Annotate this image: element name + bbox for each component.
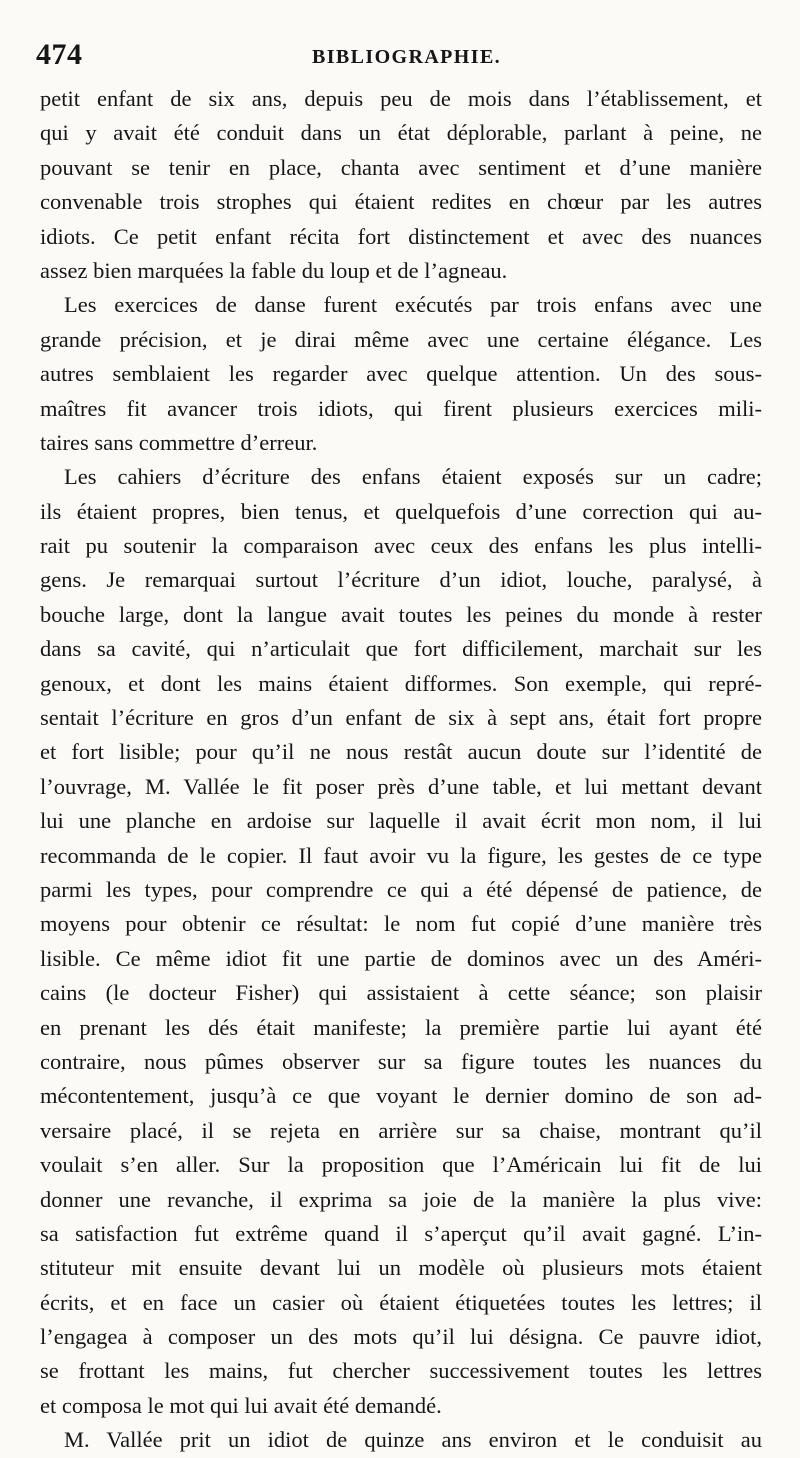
text-line: M. Vallée prit un idiot de quinze ans environ et le conduisit au — [64, 1427, 762, 1453]
text-line: dans sa cavité, qui n’articulait que fort difficilement, marchait sur les — [40, 636, 762, 662]
text-line: lui une planche en ardoise sur laquelle il avait écrit mon nom, il lui — [40, 808, 762, 834]
text-line: lisible. Ce même idiot fit une partie de dominos avec un des Améri- — [40, 945, 762, 971]
text-line: qui y avait été conduit dans un état déplorable, parlant à peine, ne — [40, 120, 762, 146]
text-line: recommanda de le copier. Il faut avoir vu la figure, les gestes de ce type — [40, 842, 762, 868]
text-line: sa satisfaction fut extrême quand il s’aperçut qu’il avait gagné. L’in- — [40, 1220, 762, 1246]
text-line: autres semblaient les regarder avec quelque attention. Un des sous- — [40, 361, 762, 387]
text-line: et fort lisible; pour qu’il ne nous restât aucun doute sur l’identité de — [40, 739, 762, 765]
text-line: maîtres fit avancer trois idiots, qui firent plusieurs exercices mili- — [40, 395, 762, 421]
text-line: versaire placé, il se rejeta en arrière sur sa chaise, montrant qu’il — [40, 1117, 762, 1143]
body-text — [40, 82, 762, 1458]
text-line: ils étaient propres, bien tenus, et quelquefois d’une correction qui au- — [40, 498, 762, 524]
text-line: idiots. Ce petit enfant récita fort distinctement et avec des nuances — [40, 223, 762, 249]
text-line: grande précision, et je dirai même avec une certaine élégance. Les — [40, 326, 762, 352]
text-line: sentait l’écriture en gros d’un enfant de six à sept ans, était fort propre — [40, 705, 762, 731]
text-line: mécontentement, jusqu’à ce que voyant le dernier domino de son ad- — [40, 1083, 762, 1109]
text-line: assez bien marquées la fable du loup et de l’agneau. — [40, 257, 508, 283]
text-line: Les cahiers d’écriture des enfans étaient exposés sur un cadre; — [64, 464, 762, 490]
page-header — [36, 38, 760, 78]
text-line: pouvant se tenir en place, chanta avec sentiment et d’une manière — [40, 154, 762, 180]
running-title: BIBLIOGRAPHIE. — [312, 46, 502, 68]
text-line: donner une revanche, il exprima sa joie de la manière la plus vive: — [40, 1186, 762, 1212]
text-line: petit enfant de six ans, depuis peu de mois dans l’établissement, et — [40, 86, 762, 111]
text-line: moyens pour obtenir ce résultat: le nom fut copié d’une manière très — [40, 911, 762, 937]
text-line: genoux, et dont les mains étaient difformes. Son exemple, qui repré- — [40, 670, 762, 696]
text-line: gens. Je remarquai surtout l’écriture d’un idiot, louche, paralysé, à — [40, 567, 762, 593]
text-line: taires sans commettre d’erreur. — [40, 429, 318, 455]
text-line: stituteur mit ensuite devant lui un modèle où plusieurs mots étaient — [40, 1255, 762, 1281]
text-line: l’engagea à composer un des mots qu’il lui désigna. Ce pauvre idiot, — [40, 1324, 762, 1350]
text-line: cains (le docteur Fisher) qui assistaient à cette séance; son plaisir — [40, 980, 762, 1006]
text-line: contraire, nous pûmes observer sur sa figure toutes les nuances du — [40, 1048, 762, 1074]
text-line: et composa le mot qui lui avait été demandé. — [40, 1392, 442, 1418]
page-number: 474 — [36, 38, 83, 71]
text-line: l’ouvrage, M. Vallée le fit poser près d’une table, et lui mettant devant — [40, 773, 762, 799]
text-line: Les exercices de danse furent exécutés par trois enfans avec une — [64, 292, 762, 318]
text-line: voulait s’en aller. Sur la proposition que l’Américain lui fit de lui — [40, 1152, 762, 1178]
text-line: écrits, et en face un casier où étaient étiquetées toutes les lettres; il — [40, 1289, 762, 1315]
text-line: se frottant les mains, fut chercher successivement toutes les lettres — [40, 1358, 762, 1384]
text-line: en prenant les dés était manifeste; la première partie lui ayant été — [40, 1014, 762, 1040]
text-line: parmi les types, pour comprendre ce qui a été dépensé de patience, de — [40, 876, 762, 902]
text-line: convenable trois strophes qui étaient redites en chœur par les autres — [40, 189, 762, 215]
text-line: bouche large, dont la langue avait toutes les peines du monde à rester — [40, 601, 762, 627]
text-line: rait pu soutenir la comparaison avec ceux des enfans les plus intelli- — [40, 533, 762, 559]
